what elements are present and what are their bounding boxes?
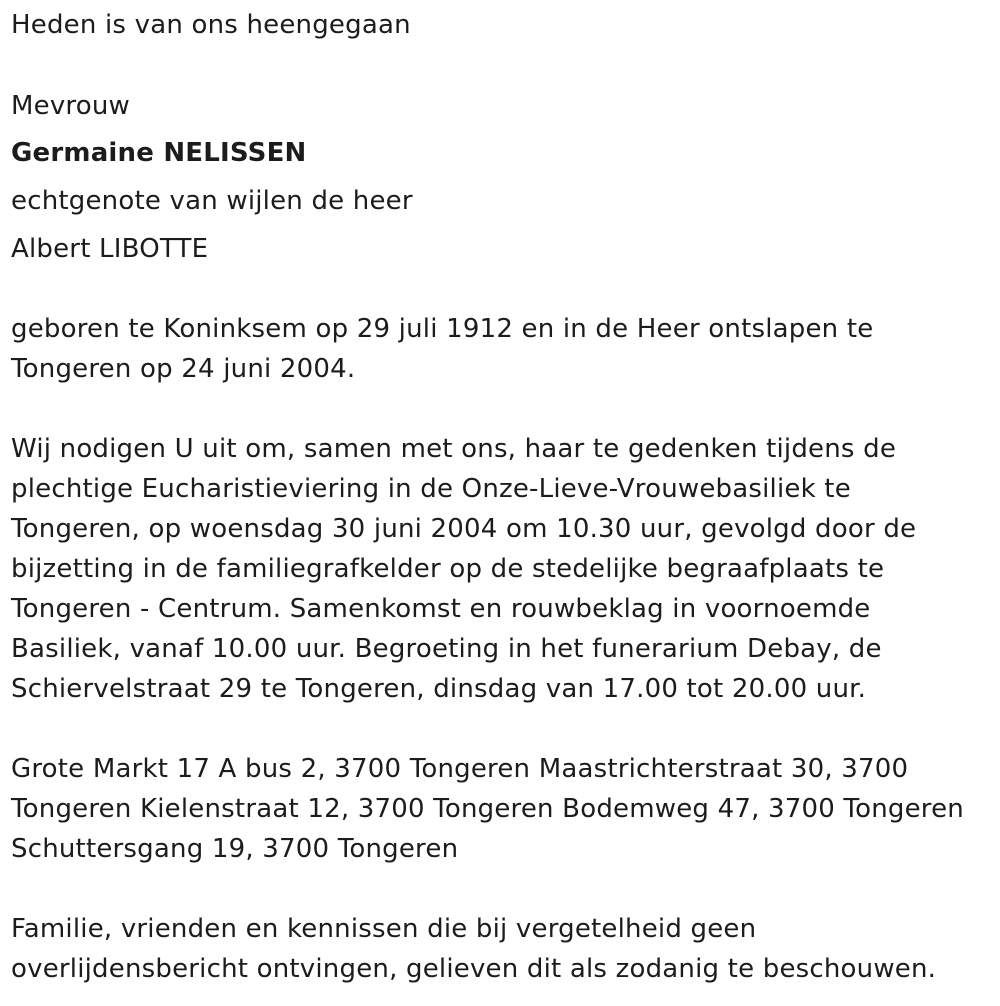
birth-death-line: Tongeren op 24 juni 2004.: [11, 354, 356, 384]
service-line: Wij nodigen U uit om, samen met ons, haar te gedenken tijdens de: [11, 434, 897, 464]
birth-death-line: geboren te Koninksem op 29 juli 1912 en in de Heer ontslapen te: [11, 314, 874, 344]
address-line: Schuttersgang 19, 3700 Tongeren: [11, 834, 459, 864]
service-line: Schiervelstraat 29 te Tongeren, dinsdag van 17.00 tot 20.00 uur.: [11, 674, 867, 704]
address-line: Tongeren Kielenstraat 12, 3700 Tongeren Bodemweg 47, 3700 Tongeren: [11, 794, 964, 824]
service-line: plechtige Eucharistieviering in de Onze-Lieve-Vrouwebasiliek te: [11, 474, 851, 504]
closing-line: overlijdensbericht ontvingen, gelieven dit als zodanig te beschouwen.: [11, 954, 937, 984]
deceased-name: Germaine NELISSEN: [11, 138, 307, 168]
spouse-name: Albert LIBOTTE: [11, 234, 209, 264]
intro-line: Heden is van ons heengegaan: [11, 10, 411, 40]
service-line: Tongeren - Centrum. Samenkomst en rouwbeklag in voornoemde: [11, 594, 871, 624]
closing-line: Familie, vrienden en kennissen die bij vergetelheid geen: [11, 914, 757, 944]
service-line: Basiliek, vanaf 10.00 uur. Begroeting in het funerarium Debay, de: [11, 634, 882, 664]
service-line: Tongeren, op woensdag 30 juni 2004 om 10.30 uur, gevolgd door de: [11, 514, 917, 544]
spouse-relation: echtgenote van wijlen de heer: [11, 186, 413, 216]
service-line: bijzetting in de familiegrafkelder op de stedelijke begraafplaats te: [11, 554, 885, 584]
address-line: Grote Markt 17 A bus 2, 3700 Tongeren Maastrichterstraat 30, 3700: [11, 754, 909, 784]
salutation: Mevrouw: [11, 91, 130, 121]
